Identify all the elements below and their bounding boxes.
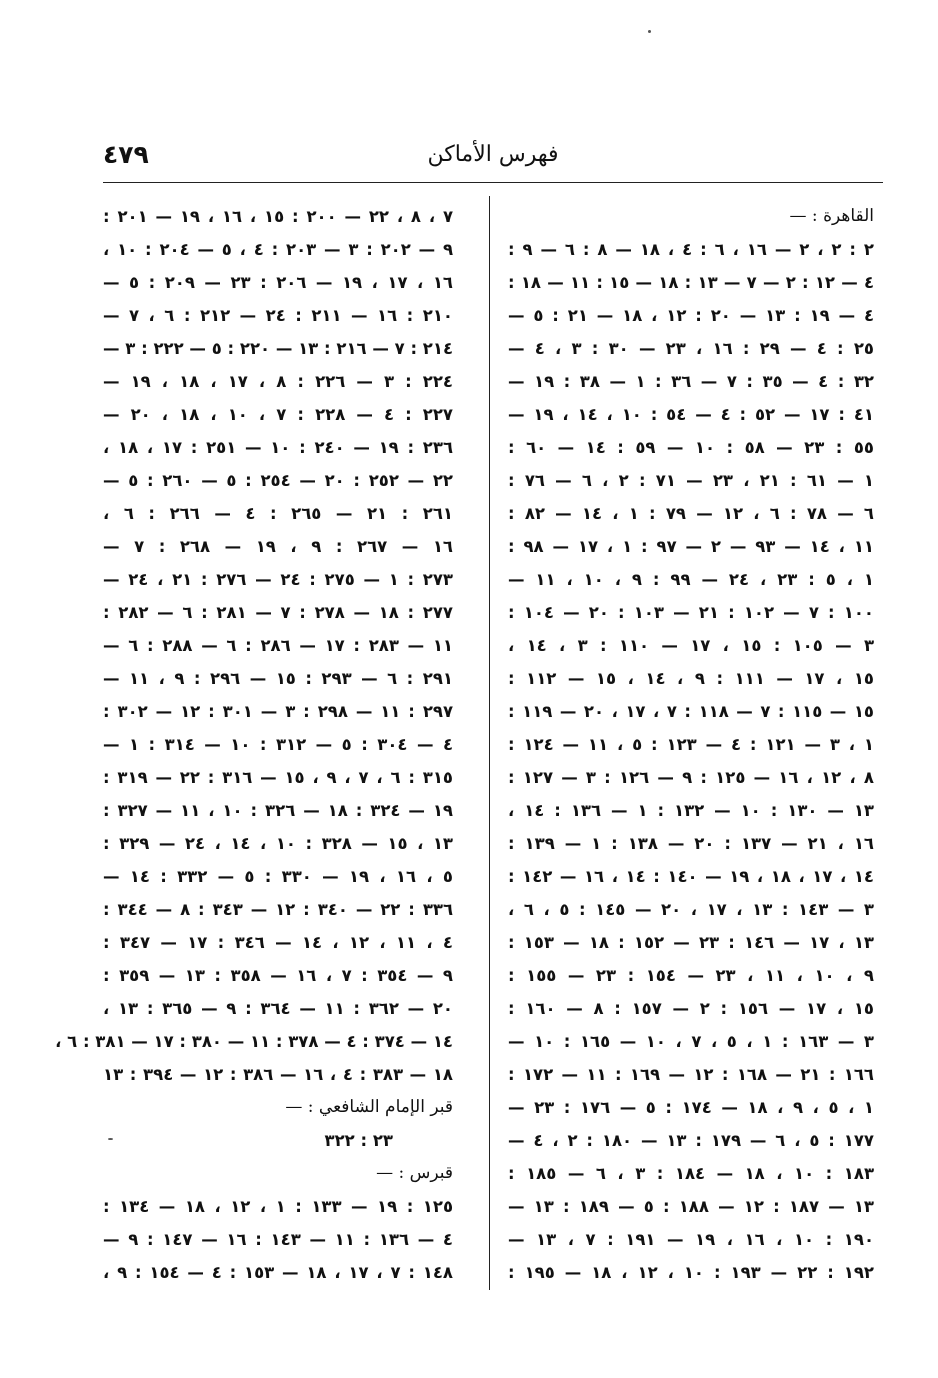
index-line: ١٣ ، ١٥ — ٣٢٨ : ١٠ ، ١٤ ، ٢٤ — ٣٢٩ : [103, 834, 454, 853]
index-line: ٣٣٦ : ٢٢ — ٣٤٠ : ١٢ — ٣٤٣ : ٨ — ٣٤٤ : [103, 900, 454, 919]
index-line: ١١ ، ١٤ — ٩٣ — ٢ — ٩٧ : ١ ، ١٧ — ٩٨ : [508, 537, 874, 556]
index-line: ١ ، ٥ ، ٩ ، ١٨ — ١٧٤ : ٥ — ١٧٦ : ٢٣ — [508, 1098, 874, 1117]
page-number: ٤٧٩ [103, 140, 149, 169]
index-line: ٣٢ : ٤ — ٣٥ : ٧ — ٣٦ : ١ — ٣٨ : ١٩ — [508, 372, 875, 391]
index-line: ٣ — ١٤٣ : ١٣ ، ١٧ ، ٢٠ — ١٤٥ : ٥ ، ٦ ، [508, 900, 874, 919]
index-line: ٥ ، ١٦ ، ١٩ — ٣٣٠ : ٥ — ٣٣٢ : ١٤ — [103, 867, 453, 886]
index-line: ١٤٨ : ٧ ، ١٧ ، ١٨ — ١٥٣ : ٤ — ١٥٤ : ٩ ، [103, 1263, 453, 1282]
index-line: ١٥ ، ١٧ — ١٥٦ : ٢ — ١٥٧ : ٨ — ١٦٠ : [508, 999, 875, 1018]
index-heading-cyprus: قبرس : — [376, 1163, 453, 1183]
paper-speck [108, 1138, 113, 1140]
index-line: ٤ ، ١١ ، ١٢ ، ١٤ — ٣٤٦ : ١٧ — ٣٤٧ : [103, 933, 453, 952]
index-line: ١٥ ، ١٧ — ١١١ : ٩ ، ١٤ ، ١٥ — ١١٢ : [508, 669, 874, 688]
index-heading-cairo: القاهرة : — [789, 206, 874, 226]
running-title: فهرس الأماكن [427, 142, 559, 167]
index-line: ٩ — ٢٠٢ : ٣ — ٢٠٣ : ٤ ، ٥ — ٢٠٤ : ١٠ ، [103, 240, 454, 259]
index-line: ٦ — ٧٨ : ٦ ، ١٢ — ٧٩ : ١ ، ١٤ — ٨٢ : [508, 504, 874, 523]
index-line: ٤١ : ١٧ — ٥٢ : ٤ — ٥٤ : ١٠ ، ١٤ ، ١٩ — [508, 405, 874, 424]
index-line: ١ ، ٣ — ١٢١ : ٤ — ١٢٣ : ٥ ، ١١ — ١٢٤ : [508, 735, 874, 754]
column-divider [489, 196, 490, 1290]
index-line: ٢٩٧ : ١١ — ٢٩٨ : ٣ — ٣٠١ : ١٢ — ٣٠٢ : [103, 702, 454, 721]
index-line: ٧ ، ٨ ، ٢٢ — ٢٠٠ : ١٥ ، ١٦ ، ١٩ — ٢٠١ : [103, 207, 454, 226]
index-line: ٢٥ : ٤ — ٢٩ : ١٦ ، ٢٣ — ٣٠ : ٣ ، ٤ — [508, 339, 874, 358]
header-rule [103, 182, 883, 183]
index-line: ١ — ٦١ : ٢١ ، ٢٣ — ٧١ : ٢ ، ٦ — ٧٦ : [508, 471, 874, 490]
index-line: ٢٦١ : ٢١ — ٢٦٥ : ٤ — ٢٦٦ : ٦ ، [103, 504, 453, 523]
index-line: ٥٥ : ٢٣ — ٥٨ : ١٠ — ٥٩ : ١٤ — ٦٠ : [508, 438, 874, 457]
index-line: ٨ ، ١٢ ، ١٦ — ١٢٥ : ٩ — ١٢٦ : ٣ — ١٢٧ : [508, 768, 874, 787]
index-line: ٤ — ١٣٦ : ١١ — ١٤٣ : ١٦ — ١٤٧ : ٩ — [103, 1230, 453, 1249]
index-line: ٢٣٦ : ١٩ — ٢٤٠ : ١٠ — ٢٥١ : ١٧ ، ١٨ ، [103, 438, 454, 457]
index-line: ٣ — ١٦٣ : ١ ، ٥ ، ٧ ، ١٠ — ١٦٥ : ١٠ — [508, 1032, 874, 1051]
index-line: ٣١٥ : ٦ ، ٧ ، ٩ ، ١٥ — ٣١٦ : ٢٢ — ٣١٩ : [103, 768, 453, 787]
index-line: ٢٠ — ٣٦٢ : ١١ — ٣٦٤ : ٩ — ٣٦٥ : ١٣ ، [103, 999, 453, 1018]
index-line: ٩ — ٣٥٤ : ٧ ، ١٦ — ٣٥٨ : ١٣ — ٣٥٩ : [103, 966, 453, 985]
page-header [103, 140, 883, 184]
index-line: ١٩ — ٣٢٤ : ١٨ — ٣٢٦ : ١٠ ، ١١ — ٣٢٧ : [103, 801, 454, 820]
index-line: ١٩٢ : ٢٢ — ١٩٣ : ١٠ ، ١٢ ، ١٨ — ١٩٥ : [508, 1263, 874, 1282]
index-line: ١٤ — ٣٧٤ : ٤ — ٣٧٨ : ١١ — ٣٨٠ : ١٧ — ٣٨١ : ٦ ، [55, 1032, 453, 1051]
index-line: ٢٩١ : ٦ — ٢٩٣ : ١٥ — ٢٩٦ : ٩ ، ١١ — [103, 669, 453, 688]
index-line: ١١ — ٢٨٣ : ١٧ — ٢٨٦ : ٦ — ٢٨٨ : ٦ — [103, 636, 453, 655]
index-line: ٢٧٣ : ١ — ٢٧٥ : ٢٤ — ٢٧٦ : ٢١ ، ٢٤ — [103, 570, 453, 589]
index-line: ٢١٠ : ١٦ — ٢١١ : ٢٤ — ٢١٢ : ٦ ، ٧ — [103, 306, 453, 325]
index-line: ٤ — ١٢ : ٢ — ٧ — ١٣ : ١٨ — ١٥ : ١١ — ١٨ : [508, 273, 875, 292]
index-line: ١٦ ، ٢١ — ١٣٧ : ٢٠ — ١٣٨ : ١ — ١٣٩ : [508, 834, 874, 853]
index-line: ١٦ ، ١٧ ، ١٩ — ٢٠٦ : ٢٣ — ٢٠٩ : ٥ — [103, 273, 453, 292]
index-line: ٣ — ١٠٥ : ١٥ ، ١٧ — ١١٠ : ٣ ، ١٤ ، [508, 636, 875, 655]
index-line: ١٦٦ : ٢١ — ١٦٨ : ١٢ — ١٦٩ : ١١ — ١٧٢ : [508, 1065, 874, 1084]
index-line: ١٥ — ١١٥ : ٧ — ١١٨ : ٧ ، ١٧ ، ٢٠ — ١١٩ : [508, 702, 874, 721]
index-line: ١ ، ٥ : ٢٣ ، ٢٤ — ٩٩ : ٩ ، ١٠ ، ١١ — [508, 570, 874, 589]
index-line: ٢٢٤ : ٣ — ٢٢٦ : ٨ ، ١٧ ، ١٨ ، ١٩ — [103, 372, 453, 391]
index-heading-tomb: قبر الإمام الشافعي : — [285, 1097, 453, 1117]
index-line: ١٣ ، ١٧ — ١٤٦ : ٢٣ — ١٥٢ : ١٨ — ١٥٣ : [508, 933, 874, 952]
index-line: ٢٧٧ : ١٨ — ٢٧٨ : ٧ — ٢٨١ : ٦ — ٢٨٢ : [103, 603, 453, 622]
index-line: ١٩٠ : ١٠ ، ١٦ ، ١٩ — ١٩١ : ٧ ، ١٣ — [508, 1230, 875, 1249]
index-line: ٢٢ — ٢٥٢ : ٢٠ — ٢٥٤ : ٥ — ٢٦٠ : ٥ — [103, 471, 453, 490]
index-line: ٩ ، ١٠ ، ١١ ، ٢٣ — ١٥٤ : ٢٣ — ١٥٥ : [508, 966, 874, 985]
index-line: ١٦ — ٢٦٧ : ٩ ، ١٩ — ٢٦٨ : ٧ — [103, 537, 453, 556]
index-line: ٢ : ٢ ، ٢ — ١٦ ، ٦ : ٤ ، ١٨ — ٨ : ٦ — ٩ : [508, 240, 874, 259]
index-line: ٢٢٧ : ٤ — ٢٢٨ : ٧ ، ١٠ ، ١٨ ، ٢٠ — [103, 405, 453, 424]
index-line: ٢٣ : ٣٢٢ [324, 1131, 393, 1150]
index-line: ١٨ — ٣٨٣ : ٤ ، ١٦ — ٣٨٦ : ١٢ — ٣٩٤ : ١٣ [103, 1065, 453, 1084]
index-line: ١٠٠ : ٧ — ١٠٢ : ٢١ — ١٠٣ : ٢٠ — ١٠٤ : [508, 603, 874, 622]
index-line: ١٨٣ : ١٠ ، ١٨ — ١٨٤ : ٣ ، ٦ — ١٨٥ : [508, 1164, 875, 1183]
index-line: ٢١٤ : ٧ — ٢١٦ : ١٣ — ٢٢٠ : ٥ — ٢٢٢ : ٣ — [103, 339, 454, 358]
index-line: ٤ — ٣٠٤ : ٥ — ٣١٢ : ١٠ — ٣١٤ : ١ — [103, 735, 454, 754]
index-line: ١٣ — ١٨٧ : ١٢ — ١٨٨ : ٥ — ١٨٩ : ١٣ — [508, 1197, 875, 1216]
index-line: ١٤ ، ١٧ ، ١٨ ، ١٩ — ١٤٠ : ١٤ ، ١٦ — ١٤٢ : [508, 867, 874, 886]
index-line: ١٣ — ١٣٠ : ١٠ — ١٣٢ : ١ — ١٣٦ : ١٤ ، [508, 801, 874, 820]
index-line: ٤ — ١٩ : ١٣ — ٢٠ : ١٢ ، ١٨ — ٢١ : ٥ — [508, 306, 875, 325]
index-line: ١٢٥ : ١٩ — ١٣٣ : ١ ، ١٢ ، ١٨ — ١٣٤ : [103, 1197, 454, 1216]
left-column [55, 200, 454, 1289]
right-column [508, 200, 874, 1289]
index-line: ١٧٧ : ٥ ، ٦ — ١٧٩ : ١٣ — ١٨٠ : ٢ ، ٤ — [508, 1131, 874, 1150]
paper-speck [648, 30, 651, 33]
